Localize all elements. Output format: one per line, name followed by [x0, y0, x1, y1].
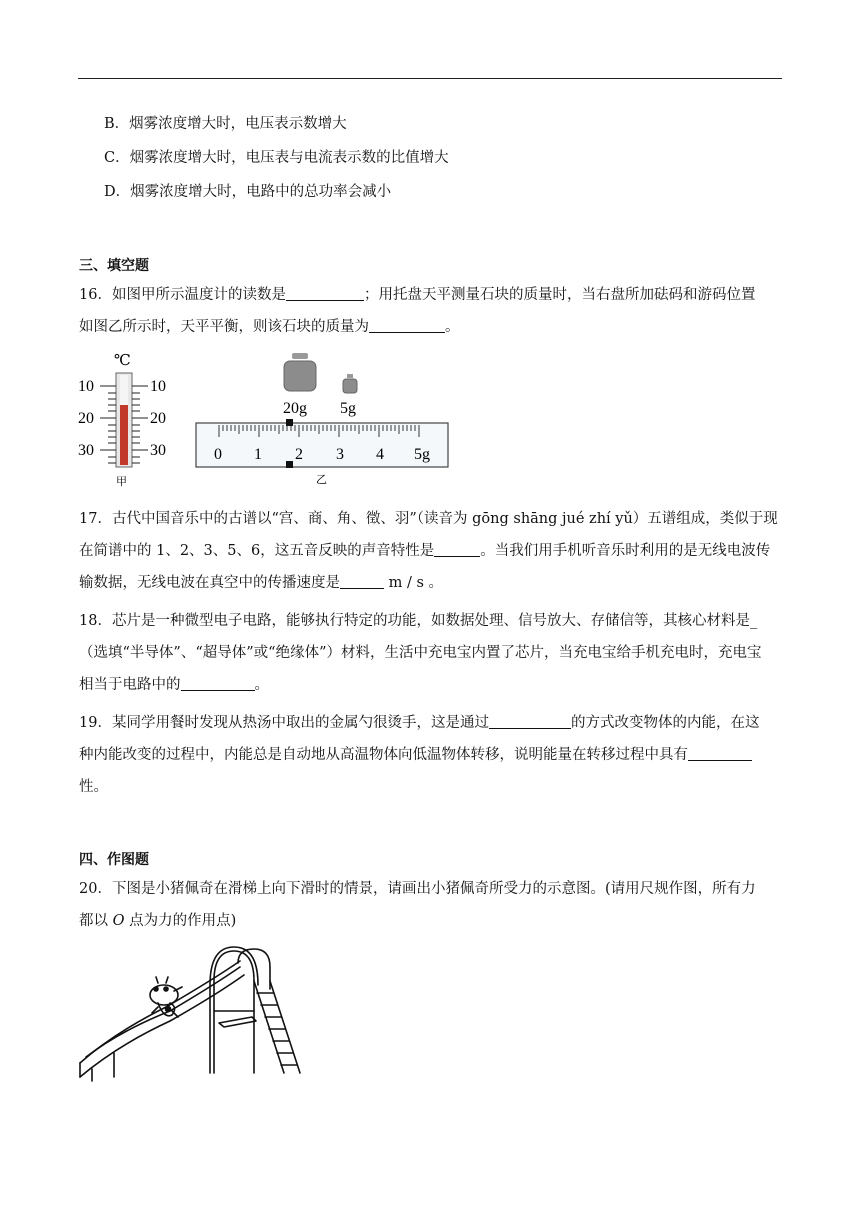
- q17-blank-2[interactable]: [340, 574, 384, 589]
- question-19-line-3: 性。: [79, 779, 108, 795]
- option-c: C．烟雾浓度增大时，电压表与电流表示数的比值增大: [104, 150, 449, 166]
- question-20-line-2: [79, 909, 236, 930]
- option-b: B．烟雾浓度增大时，电压表示数增大: [104, 116, 347, 132]
- question-19-line-2: [79, 743, 752, 764]
- question-17-line-1: 17．古代中国音乐中的古谱以“宫、商、角、徵、羽”（读音为 gōng shāng jué zhí yǔ）五谱组成，类似于现: [79, 511, 778, 527]
- thermometer-figure: [78, 353, 166, 488]
- thermo-right-tick-20: 20: [150, 410, 166, 427]
- thermo-right-tick-10: 10: [150, 378, 166, 395]
- header-rule: [78, 78, 782, 79]
- scale-label-2: 2: [295, 446, 303, 463]
- scale-label-1: 1: [254, 446, 262, 463]
- q16-text-a: 16．如图甲所示温度计的读数是: [79, 287, 286, 303]
- slide-figure: [74, 945, 310, 1085]
- question-17-line-3: [79, 571, 443, 592]
- q19-blank-1[interactable]: [489, 714, 571, 729]
- rider-bottom: [286, 461, 293, 468]
- balance-scale: [196, 419, 448, 486]
- q16-blank-2[interactable]: [369, 318, 445, 333]
- question-18-line-2: （选填“半导体”、“超导体”或“绝缘体”）材料，生活中充电宝内置了芯片，当充电宝给手机充电时，充电宝: [79, 645, 762, 661]
- peppa-pig: [150, 977, 182, 1017]
- balance-label: 乙: [316, 474, 327, 486]
- option-d: D．烟雾浓度增大时，电路中的总功率会减小: [104, 184, 392, 200]
- scale-label-5g: 5g: [414, 446, 430, 463]
- q16-text-b: ；用托盘天平测量石块的质量时，当右盘所加砝码和游码位置: [363, 287, 756, 303]
- scale-label-3: 3: [336, 446, 344, 463]
- rider-top: [286, 419, 293, 426]
- q17-text-b: 。当我们用手机听音乐时利用的是无线电波传: [480, 543, 771, 559]
- q17-blank-1[interactable]: [434, 542, 480, 557]
- q18-blank-1[interactable]: [181, 676, 255, 691]
- thermo-right-tick-30: 30: [150, 442, 166, 459]
- thermo-left-tick-10: 10: [78, 378, 94, 395]
- q19-text-a: 19．某同学用餐时发现从热汤中取出的金属勺很烫手，这是通过: [79, 715, 489, 731]
- question-18-line-3: [79, 673, 269, 694]
- q20-text-b: 点为力的作用点): [124, 913, 237, 929]
- scale-label-0: 0: [214, 446, 222, 463]
- question-17-line-2: [79, 539, 770, 560]
- scale-label-4: 4: [376, 446, 384, 463]
- thermo-left-tick-30: 30: [78, 442, 94, 459]
- section-fill-blank-title: 三、填空题: [79, 258, 149, 274]
- weight-5g-label: 5g: [340, 400, 356, 417]
- q20-point-o: O: [112, 913, 125, 929]
- q18-text-b: 。: [254, 677, 269, 693]
- thermometer-label: 甲: [116, 476, 127, 488]
- thermometer-unit: ℃: [114, 353, 131, 369]
- q20-text-a: 都以: [79, 913, 113, 929]
- weight-5g: [340, 374, 357, 417]
- q16-text-d: 。: [445, 319, 460, 335]
- weight-20g: [283, 353, 316, 417]
- question-18-line-1: 18．芯片是一种微型电子电路，能够执行特定的功能，如数据处理、信号放大、存储信等，其核心材料是_: [79, 613, 758, 629]
- question-19-line-1: [79, 711, 759, 732]
- q19-text-b: 的方式改变物体的内能，在这: [570, 715, 760, 731]
- section-drawing-title: 四、作图题: [79, 852, 149, 868]
- question-16-line-2: [79, 315, 460, 336]
- question-20-line-1: 20．下图是小猪佩奇在滑梯上向下滑时的情景，请画出小猪佩奇所受力的示意图。(请用尺规作图，所有力: [79, 881, 756, 897]
- q17-text-d: m / s 。: [384, 575, 444, 591]
- weight-20g-label: 20g: [283, 400, 307, 417]
- q16-blank-1[interactable]: [286, 286, 364, 301]
- q17-text-a: 在简谱中的 1、2、3、5、6，这五音反映的声音特性是: [79, 543, 435, 559]
- q19-blank-2[interactable]: [688, 746, 752, 761]
- q18-text-a: 相当于电路中的: [79, 677, 181, 693]
- q16-figure: [70, 345, 470, 495]
- q19-text-c: 种内能改变的过程中，内能总是自动地从高温物体向低温物体转移，说明能量在转移过程中具有: [79, 747, 688, 763]
- thermo-left-tick-20: 20: [78, 410, 94, 427]
- q17-text-c: 输数据，无线电波在真空中的传播速度是: [79, 575, 340, 591]
- question-16-line-1: [79, 283, 755, 304]
- q16-text-c: 如图乙所示时，天平平衡，则该石块的质量为: [79, 319, 369, 335]
